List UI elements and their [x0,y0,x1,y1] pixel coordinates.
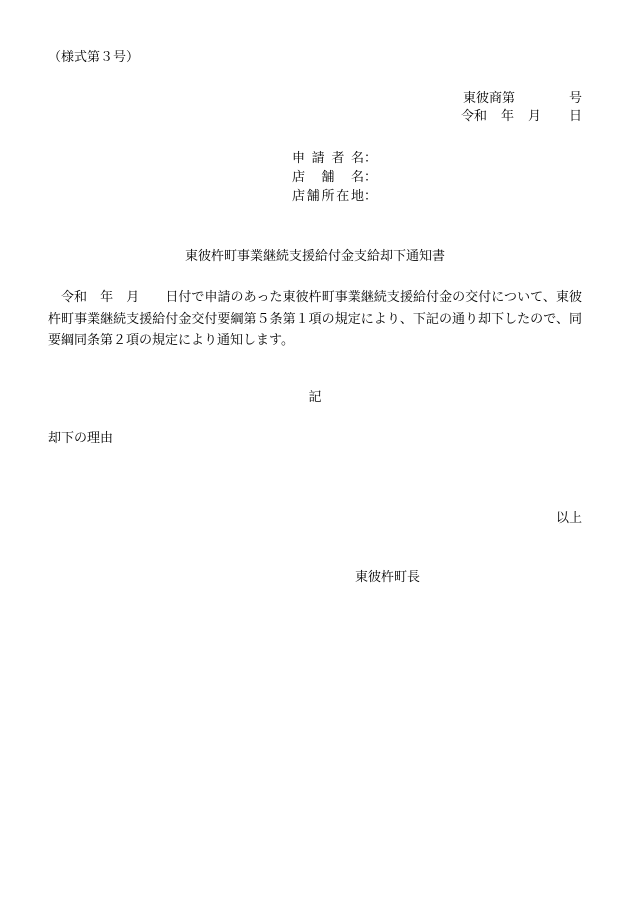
date-year: 年 [500,109,514,124]
store-address-label: 店舗所在地 [292,189,364,204]
closing-mark: 以上 [555,511,582,526]
document-number [463,90,582,107]
applicant-name-label: 申請者名 [292,151,364,166]
document-number-prefix: 東彼商第 [462,91,515,106]
store-name-colon: ： [364,170,378,185]
date-month: 月 [527,109,541,124]
date-era: 令和 [460,109,487,124]
body-paragraph: 令和 年 月 日付で申請のあった東彼杵町事業継続支援給付金の交付について、東彼杵町事業継続支援給付金交付要綱第５条第１項の規定により、下記の通り却下したので、同要綱同条第２項の規定により通知します。 [48,290,582,348]
issue-date [461,108,582,125]
document-number-suffix: 号 [568,91,582,106]
applicant-name-row [292,150,377,167]
rejection-reason-label: 却下の理由 [48,431,114,446]
applicant-name-colon: ： [364,151,378,166]
ki-heading: 記 [308,390,322,405]
form-label: （様式第３号） [48,50,140,65]
store-name-label: 店舗名 [292,170,364,185]
document-title: 東彼杵町事業継続支援給付金支給却下通知書 [184,249,445,264]
store-address-colon: ： [364,189,378,204]
date-day: 日 [568,109,582,124]
store-address-row [292,188,377,205]
issuer-name: 東彼杵町長 [355,570,421,585]
store-name-row [292,169,377,186]
